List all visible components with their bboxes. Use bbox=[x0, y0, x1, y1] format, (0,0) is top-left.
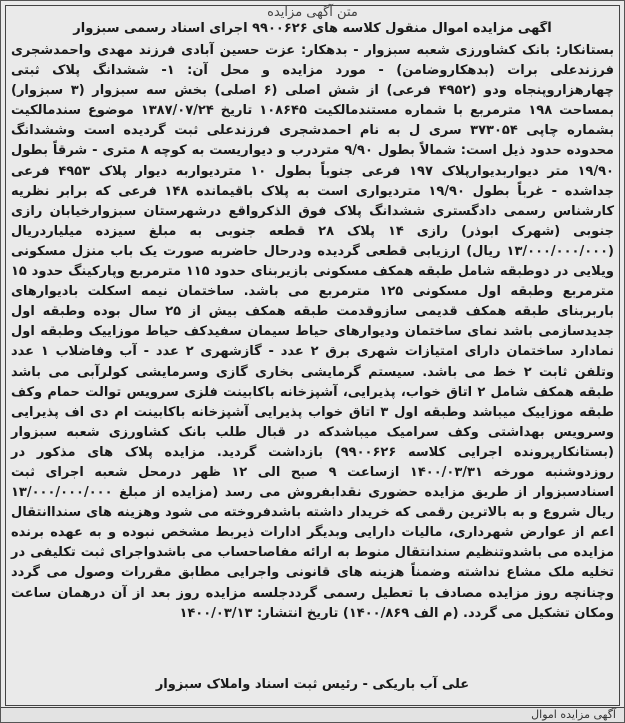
notice-subtitle: آگهی مزایده اموال منقول کلاسه های ۹۹۰۰۶۲۶ اجرای اسناد رسمی سبزوار bbox=[73, 21, 552, 36]
next-notice-fragment: آگهی مزایده اموال bbox=[1, 707, 624, 722]
notice-signature: علی آب باریکی - رئیس ثبت اسناد واملاک سبزوار bbox=[155, 677, 470, 692]
notice-body-text: بستانکار: بانک کشاورزی شعبه سبزوار - بدهکار: عزت حسین آبادی فرزند مهدی واحمدشجری فرزندعلی برات (بدهکاروضامن) - مورد مزایده و محل آن: ۱- ششدانگ پلاک ثبتی چهارهزاروپنجاه ودو (۴۹۵۲ فرعی) از شش اصلی (۶ اصلی) بخش سه سبزوار (۳ سبزوار) بمساحت ۱۹۸ مترمربع با شماره مستندمالکیت ۱۰۸۶۴۵ تاریخ ۱۳۸۷/۰۷/۲۴ موضوع سندمالکیت بشماره چاپی ۳۷۳۰۵۴ سری ل به نام احمدشجری فرزندعلی ثبت گردیده است وششدانگ محدوده حدود ذیل است: شمالاً بطول ۹/۹۰ متردرب و دیواریست به کوچه ۸ متری - شرقاً بطول ۱۹/۹۰ متر دیواربدیوارپلاک ۱۹۷ فرعی جنوباً بطول ۱۰ متردیواربه دیوار پلاک ۴۹۵۳ فرعی جداشده - غرباً بطول ۱۹/۹۰ متردیواری است به پلاک باقیمانده ۱۴۸ فرعی که برابر نظریه کارشناس رسمی دادگستری ششدانگ پلاک فوق الذکرواقع درشهرستان سبزوارخیابان رازی جنوبی (شهرک ابوذر) رازی ۱۴ پلاک ۲۸ قطعه جنوبی به مبلغ سیزده میلیاردریال (۱۳/۰۰۰/۰۰۰/۰۰۰ ریال) ارزیابی قطعی گردیده ودرحال حاضربه صورت یک باب منزل مسکونی ویلایی در دوطبقه شامل طبقه همکف مسکونی بازیربنای حدود ۱۱۵ مترمربع وپارکینگ حدود ۱۵ مترمربع وطبقه اول مسکونی ۱۲۵ مترمربع می باشد. ساختمان نیمه اسکلت بادیوارهای باربربنای طبقه همکف قدیمی سازوقدمت طبقه همکف بیش از ۲۵ سال بوده وطبقه اول جدیدسازمی باشد نمای ساختمان ودیوارهای حیاط سیمان سفیدکف حیاط موزاییک وطبقه اول نمادارد ساختمان دارای امتیازات شهری برق ۲ عدد - گازشهری ۲ عدد - آب وفاضلاب ۱ عدد وتلفن ثابت ۲ خط می باشد. سیستم گرمایشی بخاری گازی وسرمایشی کولرآبی می باشد طبقه همکف شامل ۲ اتاق خواب، پذیرایی، آشپزخانه باکابینت فلزی سرویس توالت حمام وکف طبقه موزاییک میباشد وطبقه اول ۳ اتاق خواب پذیرایی آشپزخانه باکابینت ام دی اف پذیرایی وسرویس بهداشتی وکف سرامیک میباشدکه در قبال طلب بانک کشاورزی شعبه سبزوار (بستانکارپرونده اجرایی کلاسه ۹۹۰۰۶۲۶) بازداشت گردید. مزایده پلاک های مذکور در روزدوشنبه مورخه ۱۴۰۰/۰۳/۳۱ ازساعت ۹ صبح الی ۱۲ ظهر درمحل شعبه اجرای ثبت اسنادسبزوار از طریق مزایده حضوری نقدابفروش می رسد (مزایده از مبلغ ۱۳/۰۰۰/۰۰۰/۰۰۰ ریال شروع و به بالاترین رقمی که خریدار داشته باشدفروخته می شود وهزینه های سنداانتقال اعم از عوارض شهرداری، مالیات دارایی وبدیگر ادارات ذیربط مشخص نبوده و به عهده برنده مزایده می باشدوتنظیم سندانتقال منوط به ارائه مفاصاحساب می باشدواجرای ثبت تکلیفی در تخلیه ملک مشاع نداشته وضمناً هزینه های قانونی واجرایی مطابق مقررات وصول می گردد وچنانچه روز مزایده مصادف با تعطیل رسمی گرددجلسه مزایده روز بعد از آن درهمان ساعت ومکان تشکیل می گردد. (م الف ۱۴۰۰/۸۶۹) تاریخ انتشار: ۱۴۰۰/۰۳/۱۳ bbox=[11, 43, 615, 621]
notice-body bbox=[11, 41, 614, 624]
notice-header: متن آگهی مزایده bbox=[267, 5, 358, 20]
